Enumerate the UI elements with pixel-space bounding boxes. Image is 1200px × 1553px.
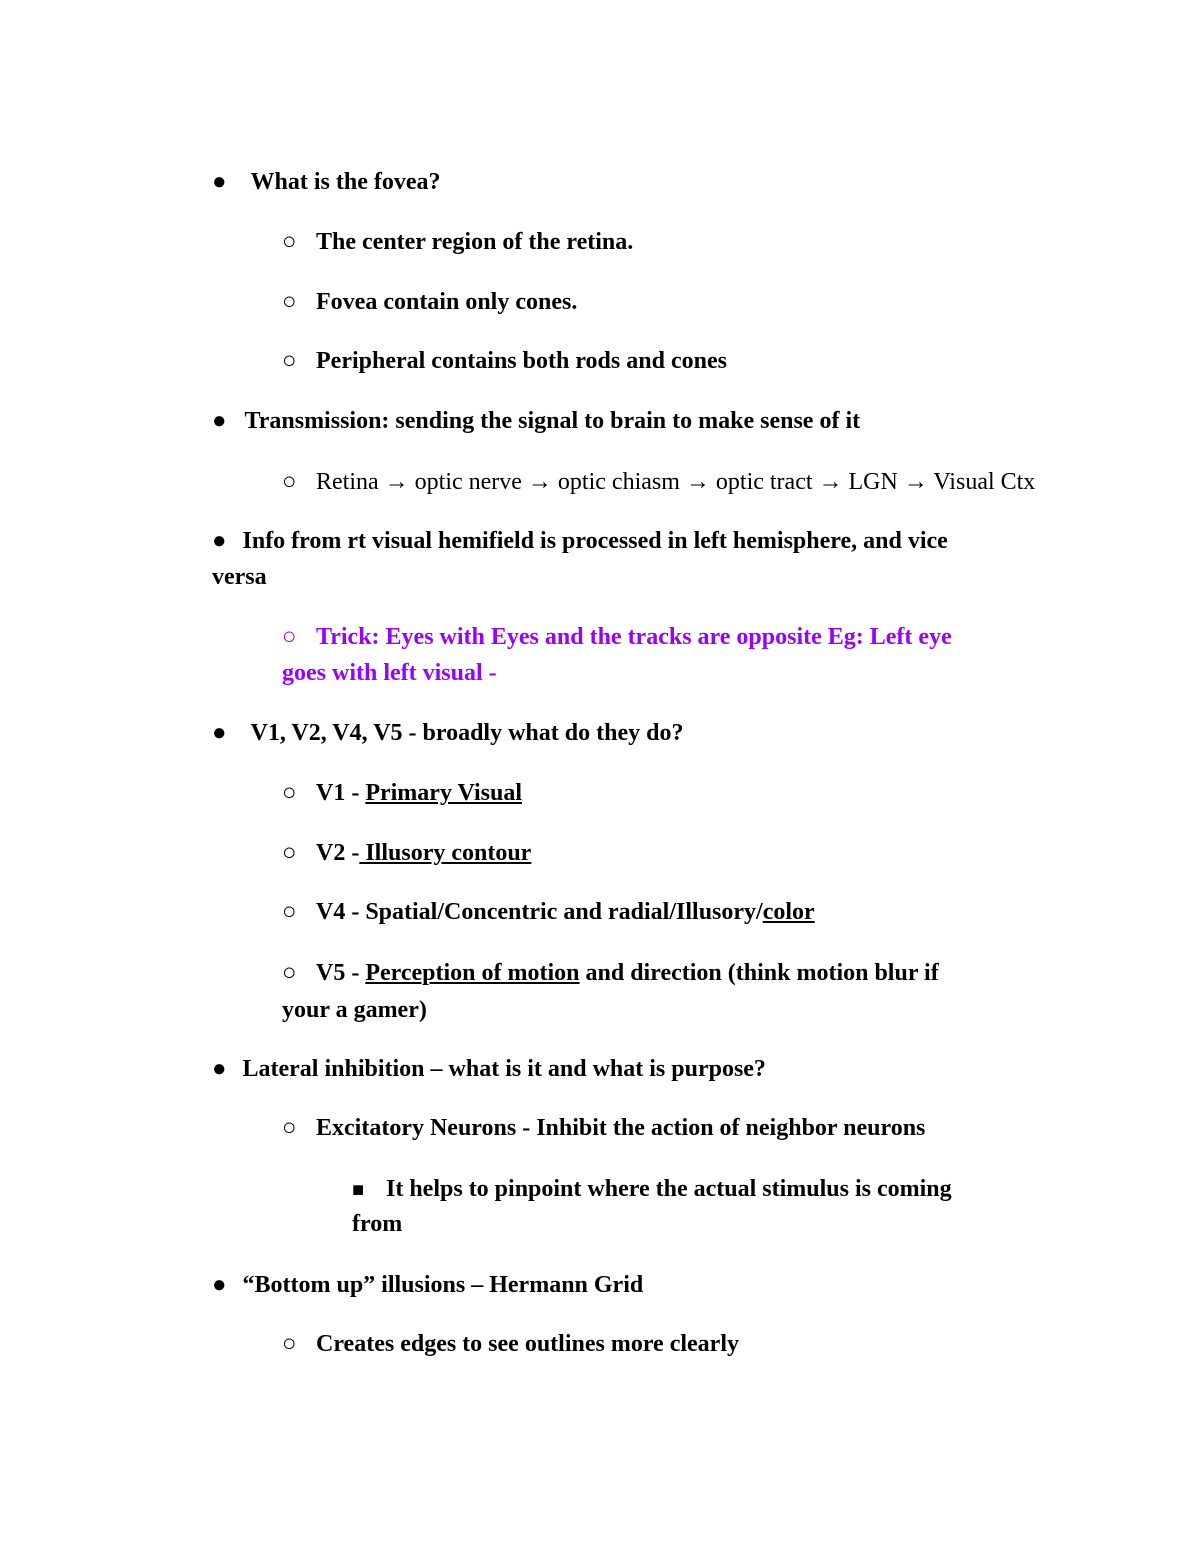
circle-bullet-icon: ○ xyxy=(282,899,297,925)
detail-item-pinpoint xyxy=(352,1171,952,1208)
hemifield-text-line2: versa xyxy=(212,564,267,590)
fovea-question: What is the fovea? xyxy=(250,169,441,195)
sub-item-transmission-path xyxy=(282,464,1035,500)
sub-item-fovea-1 xyxy=(282,224,633,260)
v1-value: Primary Visual xyxy=(365,780,522,806)
sub-item-edges xyxy=(282,1326,739,1362)
sub-item-v5 xyxy=(282,955,939,991)
circle-bullet-icon: ○ xyxy=(282,780,297,806)
sub-item-excitatory xyxy=(282,1110,925,1146)
bullet-item-lateral-inhibition xyxy=(212,1051,766,1087)
fovea-sub1: The center region of the retina. xyxy=(316,229,634,255)
v4-value: color xyxy=(762,899,815,925)
circle-bullet-icon: ○ xyxy=(282,1115,297,1141)
bullet-item-transmission xyxy=(212,403,860,439)
circle-bullet-icon: ○ xyxy=(282,840,297,866)
lateral-question: Lateral inhibition – what is it and what is purpose? xyxy=(242,1056,766,1082)
transmission-path: Retina → optic nerve → optic chiasm → optic tract → LGN → Visual Ctx xyxy=(316,469,1036,495)
transmission-text: Transmission: sending the signal to brain to make sense of it xyxy=(244,408,861,434)
bullet-item-hemifield xyxy=(212,523,948,559)
trick-line2: goes with left visual - xyxy=(282,660,497,686)
circle-bullet-icon: ○ xyxy=(282,624,297,650)
v2-value: Illusory contour xyxy=(359,840,532,866)
bullet-icon: ● xyxy=(212,408,227,434)
v4-label: V4 - Spatial/Concentric and radial/Illusory/ xyxy=(316,899,763,925)
circle-bullet-icon: ○ xyxy=(282,1331,297,1357)
bullet-item-bottom-up xyxy=(212,1267,643,1303)
circle-bullet-icon: ○ xyxy=(282,469,297,495)
sub-item-fovea-3 xyxy=(282,343,727,379)
circle-bullet-icon: ○ xyxy=(282,348,297,374)
v5-line2: your a gamer) xyxy=(282,997,427,1023)
sub-item-v1 xyxy=(282,775,522,811)
lateral-detail-line1: It helps to pinpoint where the actual stimulus is coming xyxy=(386,1176,952,1202)
sub-item-v2 xyxy=(282,835,531,871)
circle-bullet-icon: ○ xyxy=(282,960,297,986)
fovea-sub3: Peripheral contains both rods and cones xyxy=(316,348,727,374)
sub-item-v4 xyxy=(282,894,815,930)
bullet-icon: ● xyxy=(212,1056,227,1082)
square-bullet-icon: ■ xyxy=(352,1179,365,1201)
bottom-up-text: “Bottom up” illusions – Hermann Grid xyxy=(242,1272,644,1298)
lateral-sub1: Excitatory Neurons - Inhibit the action of neighbor neurons xyxy=(316,1115,926,1141)
circle-bullet-icon: ○ xyxy=(282,289,297,315)
v-areas-question: V1, V2, V4, V5 - broadly what do they do? xyxy=(250,720,684,746)
trick-line1: Trick: Eyes with Eyes and the tracks are opposite Eg: Left eye xyxy=(316,624,952,650)
v1-label: V1 - xyxy=(316,780,366,806)
bullet-icon: ● xyxy=(212,720,227,746)
sub-item-fovea-2 xyxy=(282,284,577,320)
hemifield-text-line1: Info from rt visual hemifield is processed in left hemisphere, and vice xyxy=(242,528,948,554)
v5-rest: and direction (think motion blur if xyxy=(579,960,939,986)
bottom-up-sub1: Creates edges to see outlines more clearly xyxy=(316,1331,739,1357)
lateral-detail-line2: from xyxy=(352,1211,403,1237)
fovea-sub2: Fovea contain only cones. xyxy=(316,289,578,315)
bullet-item-fovea xyxy=(212,164,440,200)
bullet-icon: ● xyxy=(212,528,227,554)
v5-value: Perception of motion xyxy=(365,960,580,986)
bullet-icon: ● xyxy=(212,169,227,195)
bullet-icon: ● xyxy=(212,1272,227,1298)
v5-label: V5 - xyxy=(316,960,366,986)
v2-label: V2 - xyxy=(316,840,360,866)
circle-bullet-icon: ○ xyxy=(282,229,297,255)
bullet-item-v-areas xyxy=(212,715,683,751)
sub-item-trick xyxy=(282,619,952,655)
